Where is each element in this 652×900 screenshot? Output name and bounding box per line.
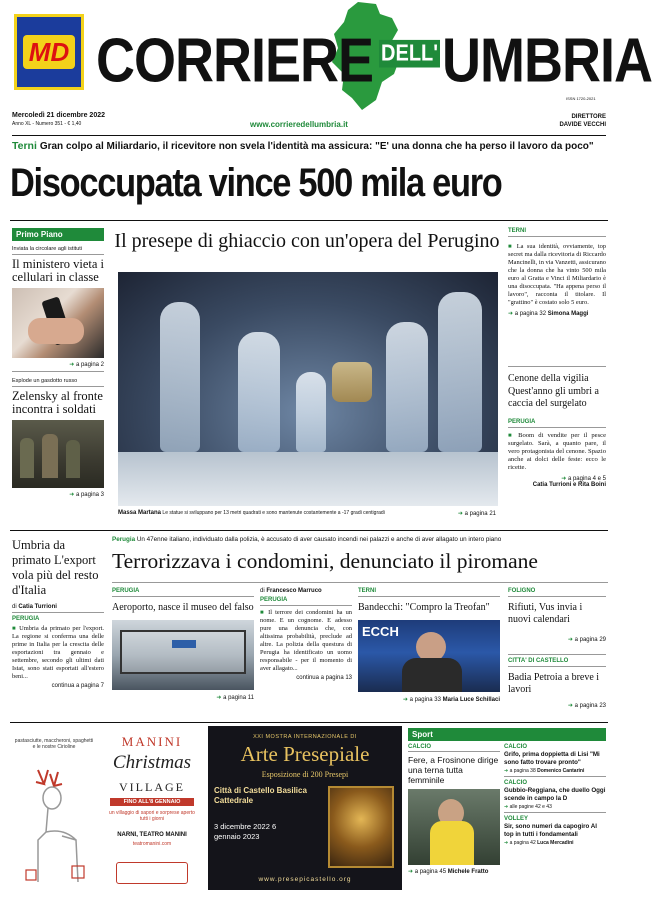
lead-headline[interactable]: Disoccupata vince 500 mila euro xyxy=(10,161,502,205)
umbria-label: PERUGIA xyxy=(12,616,40,622)
arte-painting xyxy=(328,786,394,868)
cenone-authors: Catia Turrioni e Rita Boini xyxy=(532,481,606,488)
bandecchi-photo[interactable]: ECCH xyxy=(358,620,500,692)
issue-date: Mercoledì 21 dicembre 2022 xyxy=(12,112,105,119)
marruco-block xyxy=(260,588,352,716)
marruco-ref[interactable]: continua a pagina 13 xyxy=(296,675,352,681)
castello-block xyxy=(508,654,606,716)
ads-rule xyxy=(10,722,608,723)
aeroporto-block xyxy=(112,588,254,716)
md-logo-text: MD xyxy=(28,36,70,67)
arte-venue: Città di Castello Basilica Cattedrale xyxy=(214,786,307,805)
manini-christmas: Christmas xyxy=(112,752,192,773)
manini-desc: un villaggio di sapori e sorprese aperto tutti i giorni xyxy=(109,810,195,822)
arte-edition: XXI MOSTRA INTERNAZIONALE DI xyxy=(253,734,357,740)
issue-number: Anno XL - Numero 351 - € 1,40 xyxy=(12,121,82,127)
foligno-label: FOLIGNO xyxy=(508,588,606,597)
sport-story3-label: CALCIO xyxy=(504,780,527,786)
piromane-kicker[interactable]: Perugia Un 47enne italiano, individuato dalla polizia, è accusato di aver causato incendi nei palazzi e anche di aver allagato un intero piano xyxy=(112,536,502,543)
sport-section xyxy=(408,728,606,890)
md-logo[interactable] xyxy=(14,14,84,90)
bandecchi-title[interactable]: Bandecchi: "Compro la Treofan" xyxy=(358,602,490,613)
terni-ref[interactable]: ➜ a pagina 32 Simona Maggi xyxy=(508,310,606,317)
story1-photo[interactable] xyxy=(12,288,104,358)
umbria-text: ■ Umbria da primato per l'export. La regione si conferma una delle prime in Italia per la crescita delle esportazioni tra gennaio e settembre, secondo gli ultimi dati Istat, sono stati esportati all'estero beni... xyxy=(12,625,104,681)
cenone-title[interactable]: Cenone della vigilia Quest'anno gli umbri a caccia del surgelato xyxy=(508,373,599,409)
marruco-label: PERUGIA xyxy=(260,597,352,606)
manini-brand: MANINI xyxy=(121,734,183,749)
story2-kicker: Esplode un gasdotto russo xyxy=(12,378,104,387)
website-link[interactable]: www.corrieredellumbria.it xyxy=(250,120,348,129)
arte-ad[interactable] xyxy=(208,726,402,890)
masthead xyxy=(0,0,652,112)
foligno-block xyxy=(508,588,606,648)
umbria-ref[interactable]: continua a pagina 7 xyxy=(51,683,104,689)
sport-story3-ref[interactable]: ➜ alle pagine 42 e 43 xyxy=(504,804,606,813)
umbria-byline: di Catia Turrioni xyxy=(12,604,104,613)
story1-title[interactable]: Il ministero vieta i cellulari in classe xyxy=(12,257,104,284)
presepe-ref[interactable]: ➜ a pagina 21 xyxy=(458,510,496,517)
bandecchi-block xyxy=(358,588,500,716)
sport-label: Sport xyxy=(408,728,606,741)
marruco-byline: di Francesco Marruco xyxy=(260,588,322,594)
terni-side xyxy=(508,228,606,358)
bandecchi-ref[interactable]: ➜ a pagina 33 Maria Luce Schillaci xyxy=(358,696,500,703)
umbria-primato xyxy=(12,538,104,718)
sport-calcio-label: CALCIO xyxy=(408,744,500,752)
section-rule xyxy=(10,530,608,531)
sport-story4-title[interactable]: Sir, sono numeri da capogiro Al top in tutti i fondamentali xyxy=(504,823,597,838)
arte-web: www.presepicastello.org xyxy=(258,876,352,883)
reindeer-icon xyxy=(18,762,98,890)
manini-gifts xyxy=(116,862,188,884)
terni-label: TERNI xyxy=(508,228,606,237)
lead-kicker-text: Gran colpo al Miliardario, il ricevitore non svela l'identità ma assicura: "E' una donna che ha perso il lavoro da poco" xyxy=(39,141,594,152)
presepe-caption-text: Le statue si sviluppano per 13 metri quadrati e sono mantenute costantemente a -17 gradi centigradi xyxy=(162,510,385,516)
castello-title[interactable]: Badia Petroia a breve i lavori xyxy=(508,672,600,695)
presepe-caption xyxy=(118,510,418,516)
foligno-title[interactable]: Rifiuti, Vus invia i nuovi calendari xyxy=(508,602,583,625)
sport-story2-title[interactable]: Grifo, prima doppietta di Lisi "Mi sono fatto trovare pronto" xyxy=(504,751,600,766)
director-name: DAVIDE VECCHI xyxy=(559,122,606,128)
lead-kicker[interactable] xyxy=(12,140,612,152)
castello-label: CITTA' DI CASTELLO xyxy=(508,658,606,667)
castello-ref[interactable]: ➜ a pagina 23 xyxy=(508,702,606,709)
bandecchi-label: TERNI xyxy=(358,588,500,597)
cenone-ref[interactable]: ➜ a pagina 4 e 5 xyxy=(508,475,606,482)
piromane-rule xyxy=(112,582,608,583)
presepe-caption-place: Massa Martana xyxy=(118,510,162,516)
lead-rule xyxy=(10,220,608,221)
presepe-photo[interactable] xyxy=(118,272,498,506)
primo-piano-column xyxy=(12,228,104,524)
manini-dates: FINO ALL'8 GENNAIO xyxy=(110,798,194,806)
umbria-title[interactable]: Umbria da primato L'export vola più del resto d'Italia xyxy=(12,538,99,597)
aeroporto-label: PERUGIA xyxy=(112,588,254,597)
manini-ad[interactable] xyxy=(12,728,202,890)
story1-ref[interactable]: ➜ a pagina 2 xyxy=(12,361,104,372)
aeroporto-ref[interactable]: ➜ a pagina 11 xyxy=(112,694,254,701)
sport-story3-title[interactable]: Gubbio-Reggiana, che duello Oggi scende in campo la D xyxy=(504,787,606,802)
presepe-title[interactable]: Il presepe di ghiaccio con un'opera del Perugino xyxy=(114,230,500,252)
cenone-label: PERUGIA xyxy=(508,419,606,428)
sport-story4-label: VOLLEY xyxy=(504,816,529,822)
manini-place: NARNI, TEATRO MANINI xyxy=(117,832,187,838)
aeroporto-title[interactable]: Aeroporto, nasce il museo del falso xyxy=(112,602,254,613)
cenone-text: ■ Boom di vendite per il pesce surgelato. Sarà, a quanto pare, il vero protagonista del cenone. Spazio anche ai dolci delle feste: ecco le ricette. xyxy=(508,432,606,473)
sport-story1-title[interactable]: Fere, a Frosinone dirige una terna tutta femminile xyxy=(408,755,499,785)
sport-story4-ref[interactable]: ➜ a pagina 42 Luca Mercadini xyxy=(504,840,606,846)
manini-top: pastasciutte, maccheroni, spaghetti e le nostre Cirioline xyxy=(14,738,94,750)
title-dell: DELL' xyxy=(381,41,439,67)
arte-dates: 3 dicembre 2022 6 gennaio 2023 xyxy=(214,822,277,841)
piromane-headline[interactable]: Terrorizzava i condomini, denunciato il piromane xyxy=(112,549,538,573)
sport-story1-ref[interactable]: ➜ a pagina 45 Michele Fratto xyxy=(408,868,500,875)
title-left: CORRIERE xyxy=(96,26,374,96)
primo-piano-label: Primo Piano xyxy=(12,228,104,241)
sport-story2-label: CALCIO xyxy=(504,744,527,750)
sport-story1 xyxy=(408,744,500,890)
marruco-text: ■ Il terrore dei condomini ha un nome. E un cognome. E adesso pure una denuncia che, con altissima probabilità, preclude ad altre. La polizia della questura di Perugia ha identificato un uomo responsabile - per il momento di aver allagato... xyxy=(260,609,352,673)
story2-ref[interactable]: ➜ a pagina 3 xyxy=(12,491,104,498)
aeroporto-photo[interactable] xyxy=(112,620,254,690)
title-right: UMBRIA xyxy=(442,26,652,96)
foligno-ref[interactable]: ➜ a pagina 29 xyxy=(508,636,606,643)
cenone-block xyxy=(508,366,606,524)
director-label: DIRETTORE xyxy=(571,114,606,120)
barcode: ISSN 1720-2021 xyxy=(566,96,596,101)
story2-title[interactable]: Zelensky al fronte incontra i soldati xyxy=(12,389,103,416)
arte-title: Arte Presepiale xyxy=(240,742,370,766)
terni-text: ■ La sua identità, ovviamente, top secret ma dalla ricevitoria di Riccardo Mancinelli, in via Vanzetti, assicurano che la donna che ha vinto 500 mila euro al Gratta e Vinci il Miliardario è una disoccupata. "Ha appena perso il lavoro", racconta il titolare. Il "grattino" è costato solo 5 euro. xyxy=(508,243,606,307)
manini-web: teatromanini.com xyxy=(132,841,172,847)
sport-story2-ref[interactable]: ➜ a pagina 38 Domenico Cantarini xyxy=(504,768,606,777)
story2-photo[interactable] xyxy=(12,420,104,488)
presepe-block xyxy=(112,228,502,524)
dateline xyxy=(12,108,606,136)
sport-story1-photo[interactable] xyxy=(408,789,500,865)
sport-right-column xyxy=(504,744,606,890)
manini-village: VILLAGE xyxy=(119,780,185,794)
story1-kicker: Inviata la circolare agli istituti xyxy=(12,246,104,255)
masthead-title[interactable] xyxy=(96,10,652,102)
arte-subtitle: Esposizione di 200 Presepi xyxy=(261,770,349,779)
lead-kicker-place: Terni xyxy=(12,140,37,152)
